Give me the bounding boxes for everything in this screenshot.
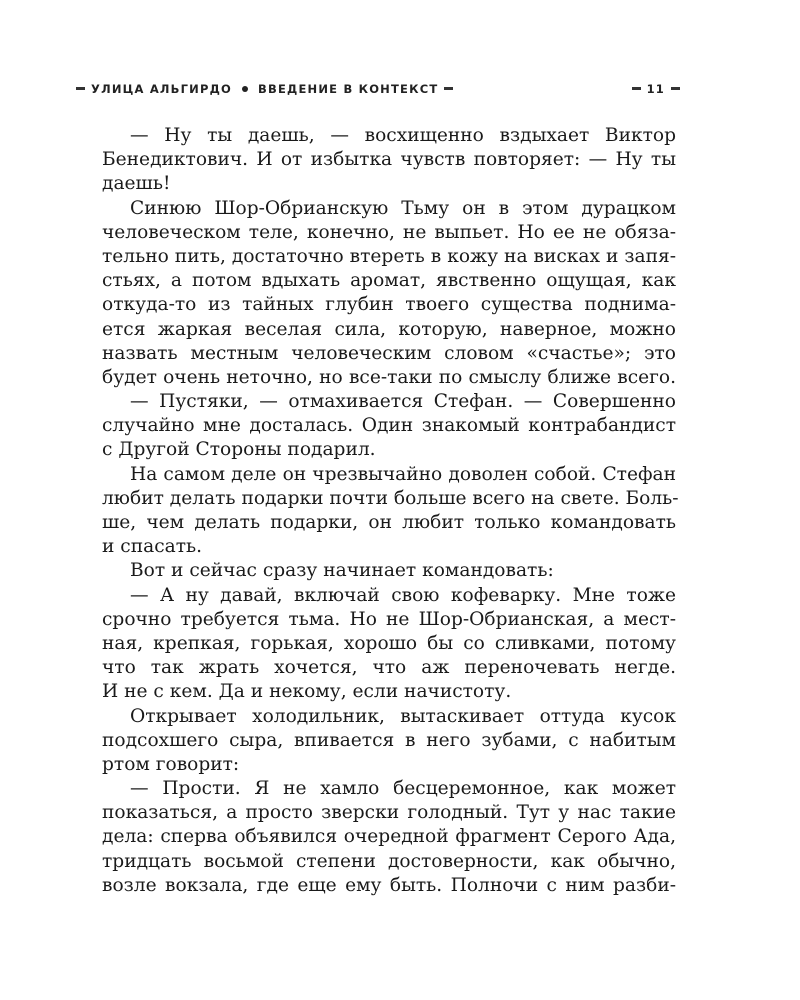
header-dash-ornament: [632, 87, 641, 90]
text-line: с Другой Стороны подарил.: [102, 439, 376, 461]
text-line: назвать местным человеческим словом «счастье»; это: [102, 342, 676, 364]
header-dash-ornament: [76, 87, 85, 90]
header-left: [76, 82, 453, 96]
text-line: возле вокзала, где еще ему быть. Полночи с ним разби-: [102, 874, 676, 896]
text-line: Бенедиктович. И от избытка чувств повторяет: — Ну ты: [102, 149, 676, 171]
text-line: тридцать восьмой степени достоверности, как обычно,: [102, 850, 676, 872]
text-line: ше, чем делать подарки, он любит только командовать: [102, 512, 676, 533]
text-line: подсохшего сыра, впивается в него зубами, с набитым: [102, 729, 676, 751]
text-line: — Пустяки, — отмахивается Стефан. — Совершенно: [130, 391, 676, 413]
text-line: и спасать.: [102, 536, 203, 558]
text-line: ртом говорит:: [102, 753, 240, 775]
text-line: стьях, а потом вдыхать аромат, явственно ощущая, как: [102, 270, 676, 292]
text-line: Вот и сейчас сразу начинает командовать:: [130, 560, 554, 582]
body-text: [102, 124, 679, 898]
text-line: И не с кем. Да и некому, если начистоту.: [102, 681, 512, 703]
text-line: — А ну давай, включай свою кофеварку. Мне тоже: [130, 584, 676, 606]
header-bullet: [242, 86, 248, 92]
running-title: УЛИЦА АЛЬГИРДО: [91, 82, 233, 96]
text-line: будет очень неточно, но все-таки по смыслу ближе всего.: [102, 366, 676, 388]
running-header: [76, 80, 680, 100]
text-line: случайно мне досталась. Один знакомый контрабандист: [102, 415, 676, 437]
text-line: дела: сперва объявился очередной фрагмент Серого Ада,: [102, 826, 676, 848]
header-dash-ornament: [444, 87, 453, 90]
text-line: ется жаркая веселая сила, которую, наверное, можно: [102, 318, 676, 340]
text-line: — Ну ты даешь, — восхищенно вздыхает Виктор: [130, 125, 676, 146]
text-line: — Прости. Я не хамло бесцеремонное, как может: [130, 778, 676, 800]
text-line: любит делать подарки почти больше всего на свете. Боль-: [102, 487, 679, 509]
text-line: ная, крепкая, горькая, хорошо бы со сливками, потому: [102, 632, 676, 654]
text-line: Синюю Шор-Обрианскую Тьму он в этом дурацком: [130, 197, 676, 219]
section-title: ВВЕДЕНИЕ В КОНТЕКСТ: [258, 82, 439, 96]
page-number: 11: [646, 82, 665, 96]
text-line: человеческом теле, конечно, не выпьет. Но ее не обяза-: [102, 221, 676, 243]
text-line: даешь!: [102, 173, 171, 195]
text-line: что так жрать хочется, что аж переночевать негде.: [102, 657, 676, 679]
header-dash-ornament: [671, 87, 680, 90]
text-line: тельно пить, достаточно втереть в кожу на висках и запя-: [102, 245, 676, 267]
text-line: На самом деле он чрезвычайно доволен собой. Стефан: [130, 463, 676, 485]
text-line: Открывает холодильник, вытаскивает оттуда кусок: [130, 705, 676, 727]
text-line: показаться, а просто зверски голодный. Тут у нас такие: [102, 802, 676, 824]
text-line: срочно требуется тьма. Но не Шор-Обрианская, а мест-: [102, 608, 676, 630]
header-right: [632, 82, 680, 96]
text-line: откуда-то из тайных глубин твоего существа поднима-: [102, 294, 676, 316]
